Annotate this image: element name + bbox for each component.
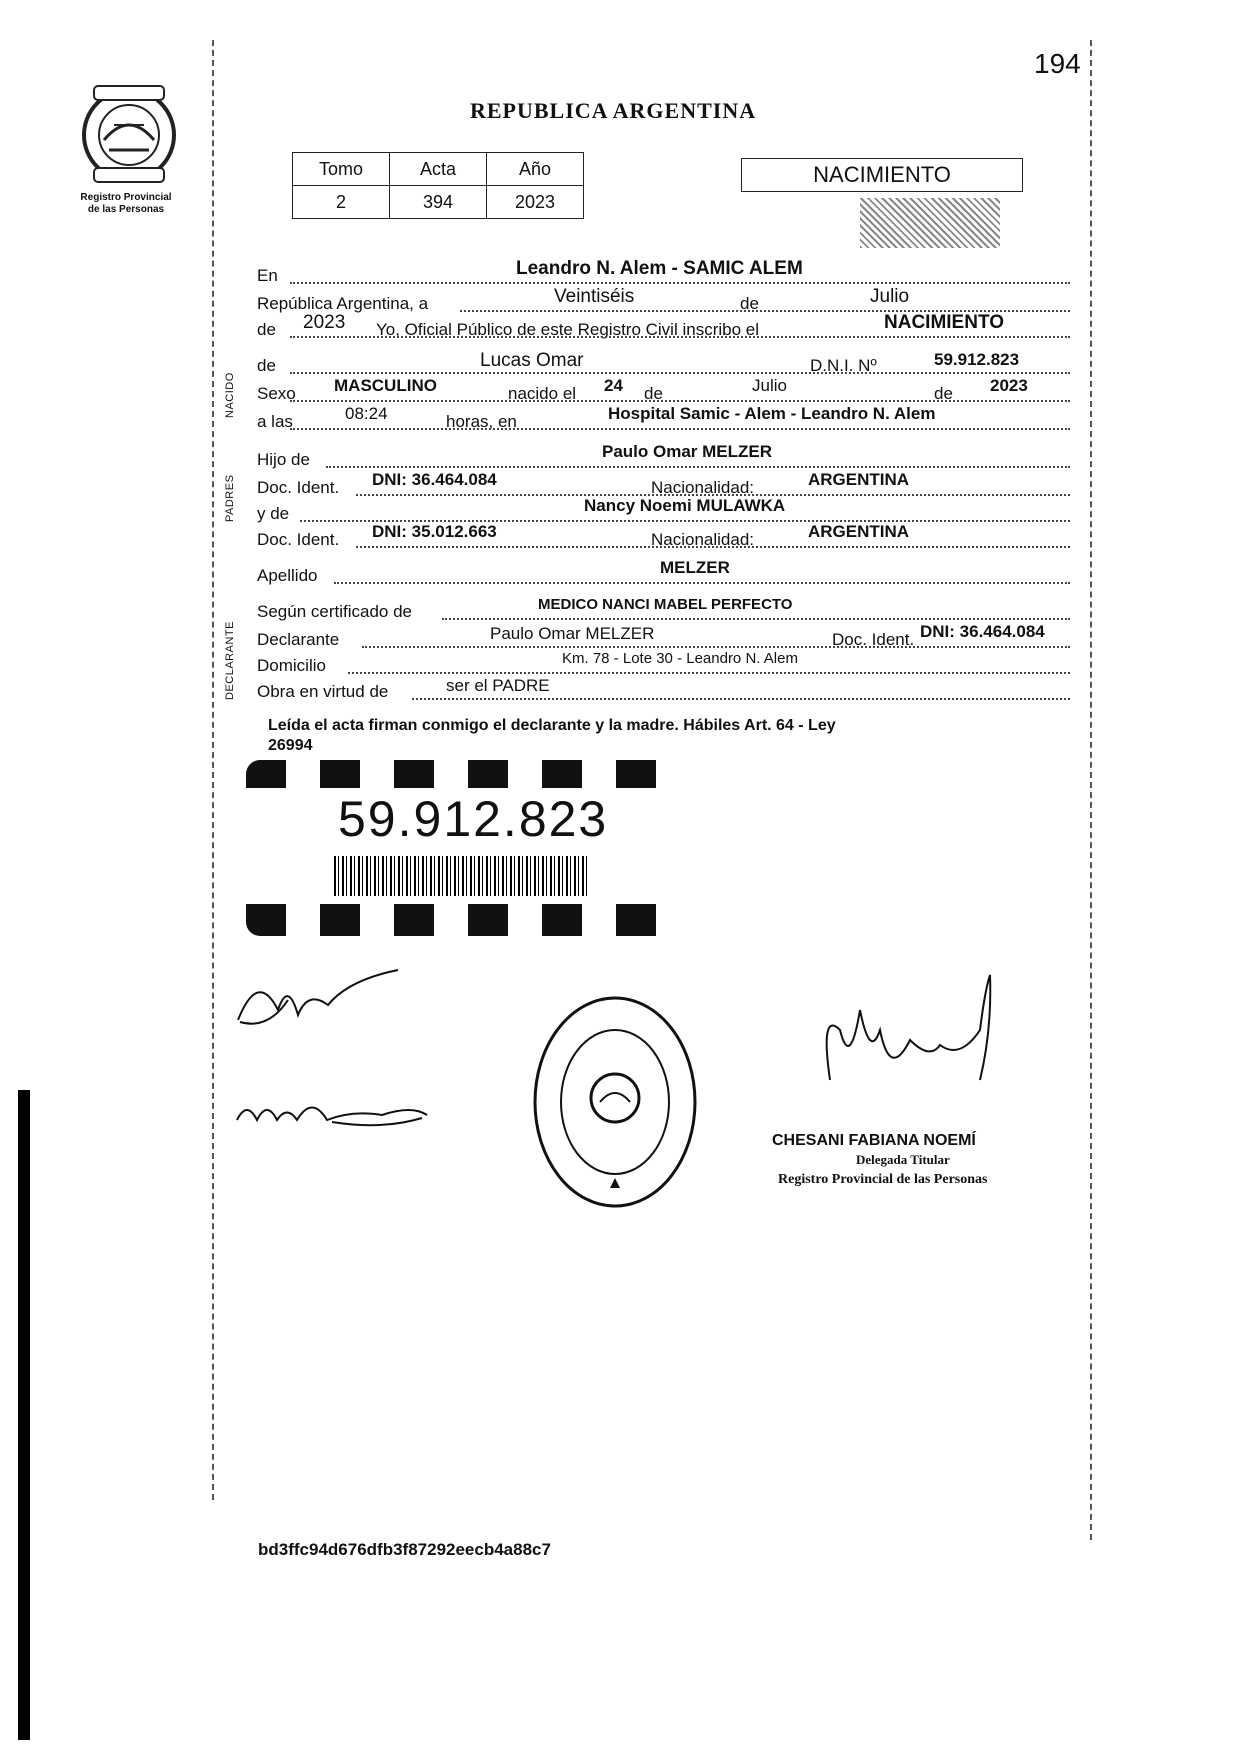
value-dni: 59.912.823	[934, 350, 1020, 369]
id-block-bottom-ornament	[246, 904, 690, 936]
label-nacionalidad-2: Nacionalidad:	[651, 530, 755, 549]
label-doc-ident-3: Doc. Ident.	[832, 630, 915, 649]
label-doc-ident-2: Doc. Ident.	[257, 530, 340, 549]
value-declarante: Paulo Omar MELZER	[490, 624, 655, 643]
value-mes-nac: Julio	[752, 376, 787, 395]
page-number: 194	[1034, 48, 1081, 79]
dots	[362, 646, 1070, 648]
value-tipo: NACIMIENTO	[884, 312, 1004, 333]
label-domicilio: Domicilio	[257, 656, 326, 675]
province-logo	[74, 80, 184, 190]
dots	[412, 698, 1070, 700]
value-padre-doc: DNI: 36.464.084	[372, 470, 497, 489]
label-de-nombre: de	[257, 356, 276, 375]
label-obra-virtud: Obra en virtud de	[257, 682, 389, 701]
side-label-nacido: NACIDO	[224, 372, 236, 418]
label-en: En	[257, 266, 278, 285]
official-stamp	[530, 992, 700, 1212]
footer-note	[268, 716, 836, 756]
value-nombre: Lucas Omar	[480, 350, 584, 371]
security-pattern	[860, 198, 1000, 248]
meta-value-acta: 394	[390, 186, 487, 219]
value-domicilio: Km. 78 - Lote 30 - Leandro N. Alem	[562, 650, 798, 667]
side-label-declarante: DECLARANTE	[224, 621, 236, 700]
mother-signature	[232, 1090, 432, 1140]
meta-header-row	[293, 153, 584, 186]
logo-caption-line-1: Registro Provincial	[80, 192, 172, 203]
label-y-de: y de	[257, 504, 290, 523]
label-de-anio: de	[257, 320, 276, 339]
value-anio: 2023	[303, 312, 346, 333]
value-declarante-doc: DNI: 36.464.084	[920, 622, 1045, 641]
value-padre-nac: ARGENTINA	[808, 470, 910, 489]
record-meta-table	[292, 152, 584, 219]
meta-header-acta: Acta	[390, 153, 487, 186]
dots	[290, 428, 1070, 430]
value-obra: ser el PADRE	[446, 676, 550, 695]
official-office: Registro Provincial de las Personas	[778, 1172, 988, 1187]
label-de2: de	[644, 384, 663, 403]
dots	[290, 400, 1070, 402]
dots	[348, 672, 1070, 674]
label-de-mes: de	[740, 294, 759, 313]
label-de3: de	[934, 384, 953, 403]
label-apellido: Apellido	[257, 566, 318, 585]
official-name: CHESANI FABIANA NOEMÍ	[772, 1132, 976, 1149]
meta-header-anio: Año	[487, 153, 584, 186]
side-label-padres: PADRES	[224, 474, 236, 522]
label-horas-en: horas, en	[446, 412, 517, 431]
label-dni: D.N.I. Nº	[810, 356, 877, 375]
dots	[334, 582, 1070, 584]
value-sexo: MASCULINO	[334, 376, 437, 395]
label-sexo: Sexo	[257, 384, 296, 403]
meta-value-row	[293, 186, 584, 219]
logo-caption	[56, 192, 196, 216]
document-hash: bd3ffc94d676dfb3f87292eecb4a88c7	[258, 1540, 551, 1559]
label-a-las: a las	[257, 412, 293, 431]
meta-header-tomo: Tomo	[293, 153, 390, 186]
value-localidad: Leandro N. Alem - SAMIC ALEM	[516, 258, 803, 279]
dots	[290, 336, 1070, 338]
label-doc-ident-1: Doc. Ident.	[257, 478, 340, 497]
value-madre-doc: DNI: 35.012.663	[372, 522, 497, 541]
dots	[356, 546, 1070, 548]
barcode	[334, 856, 590, 896]
footer-note-line-1: Leída el acta firman conmigo el declarante y la madre. Hábiles Art. 64 - Ley	[268, 717, 836, 734]
meta-value-anio: 2023	[487, 186, 584, 219]
official-role: Delegada Titular	[856, 1152, 950, 1167]
footer-note-line-2: 26994	[268, 737, 313, 754]
dots	[290, 372, 1070, 374]
value-lugar: Hospital Samic - Alem - Leandro N. Alem	[608, 404, 936, 423]
official-signature	[810, 970, 1010, 1110]
value-dia-nac: 24	[604, 376, 623, 395]
label-segun-cert: Según certificado de	[257, 602, 412, 621]
value-anio-nac: 2023	[990, 376, 1028, 395]
value-madre-nac: ARGENTINA	[808, 522, 910, 541]
label-declarante: Declarante	[257, 630, 340, 649]
left-margin-line	[212, 40, 214, 1500]
dots	[290, 282, 1070, 284]
dots	[442, 618, 1070, 620]
label-nacido-el: nacido el	[508, 384, 577, 403]
value-madre: Nancy Noemi MULAWKA	[584, 496, 786, 515]
father-signature	[228, 960, 408, 1040]
logo-caption-line-2: de las Personas	[87, 204, 165, 215]
id-number: 59.912.823	[338, 791, 609, 847]
country-title: REPUBLICA ARGENTINA	[470, 98, 757, 123]
id-block-top-ornament	[246, 760, 690, 788]
dots	[326, 466, 1070, 468]
value-certificado: MEDICO NANCI MABEL PERFECTO	[538, 596, 793, 613]
label-nacionalidad-1: Nacionalidad:	[651, 478, 755, 497]
value-padre: Paulo Omar MELZER	[602, 442, 773, 461]
value-apellido: MELZER	[660, 558, 730, 577]
seal-emblem-icon	[74, 80, 184, 190]
record-type-box: NACIMIENTO	[741, 158, 1023, 192]
value-dia-letras: Veintiséis	[554, 286, 635, 307]
right-margin-line	[1090, 40, 1092, 1540]
scan-edge-bar	[18, 1090, 30, 1740]
label-republica: República Argentina, a	[257, 294, 429, 313]
label-hijo-de: Hijo de	[257, 450, 310, 469]
meta-value-tomo: 2	[293, 186, 390, 219]
value-hora: 08:24	[345, 404, 388, 423]
label-yo-oficial: Yo, Oficial Público de este Registro Civil inscribo el	[376, 320, 759, 339]
value-mes: Julio	[870, 286, 910, 307]
